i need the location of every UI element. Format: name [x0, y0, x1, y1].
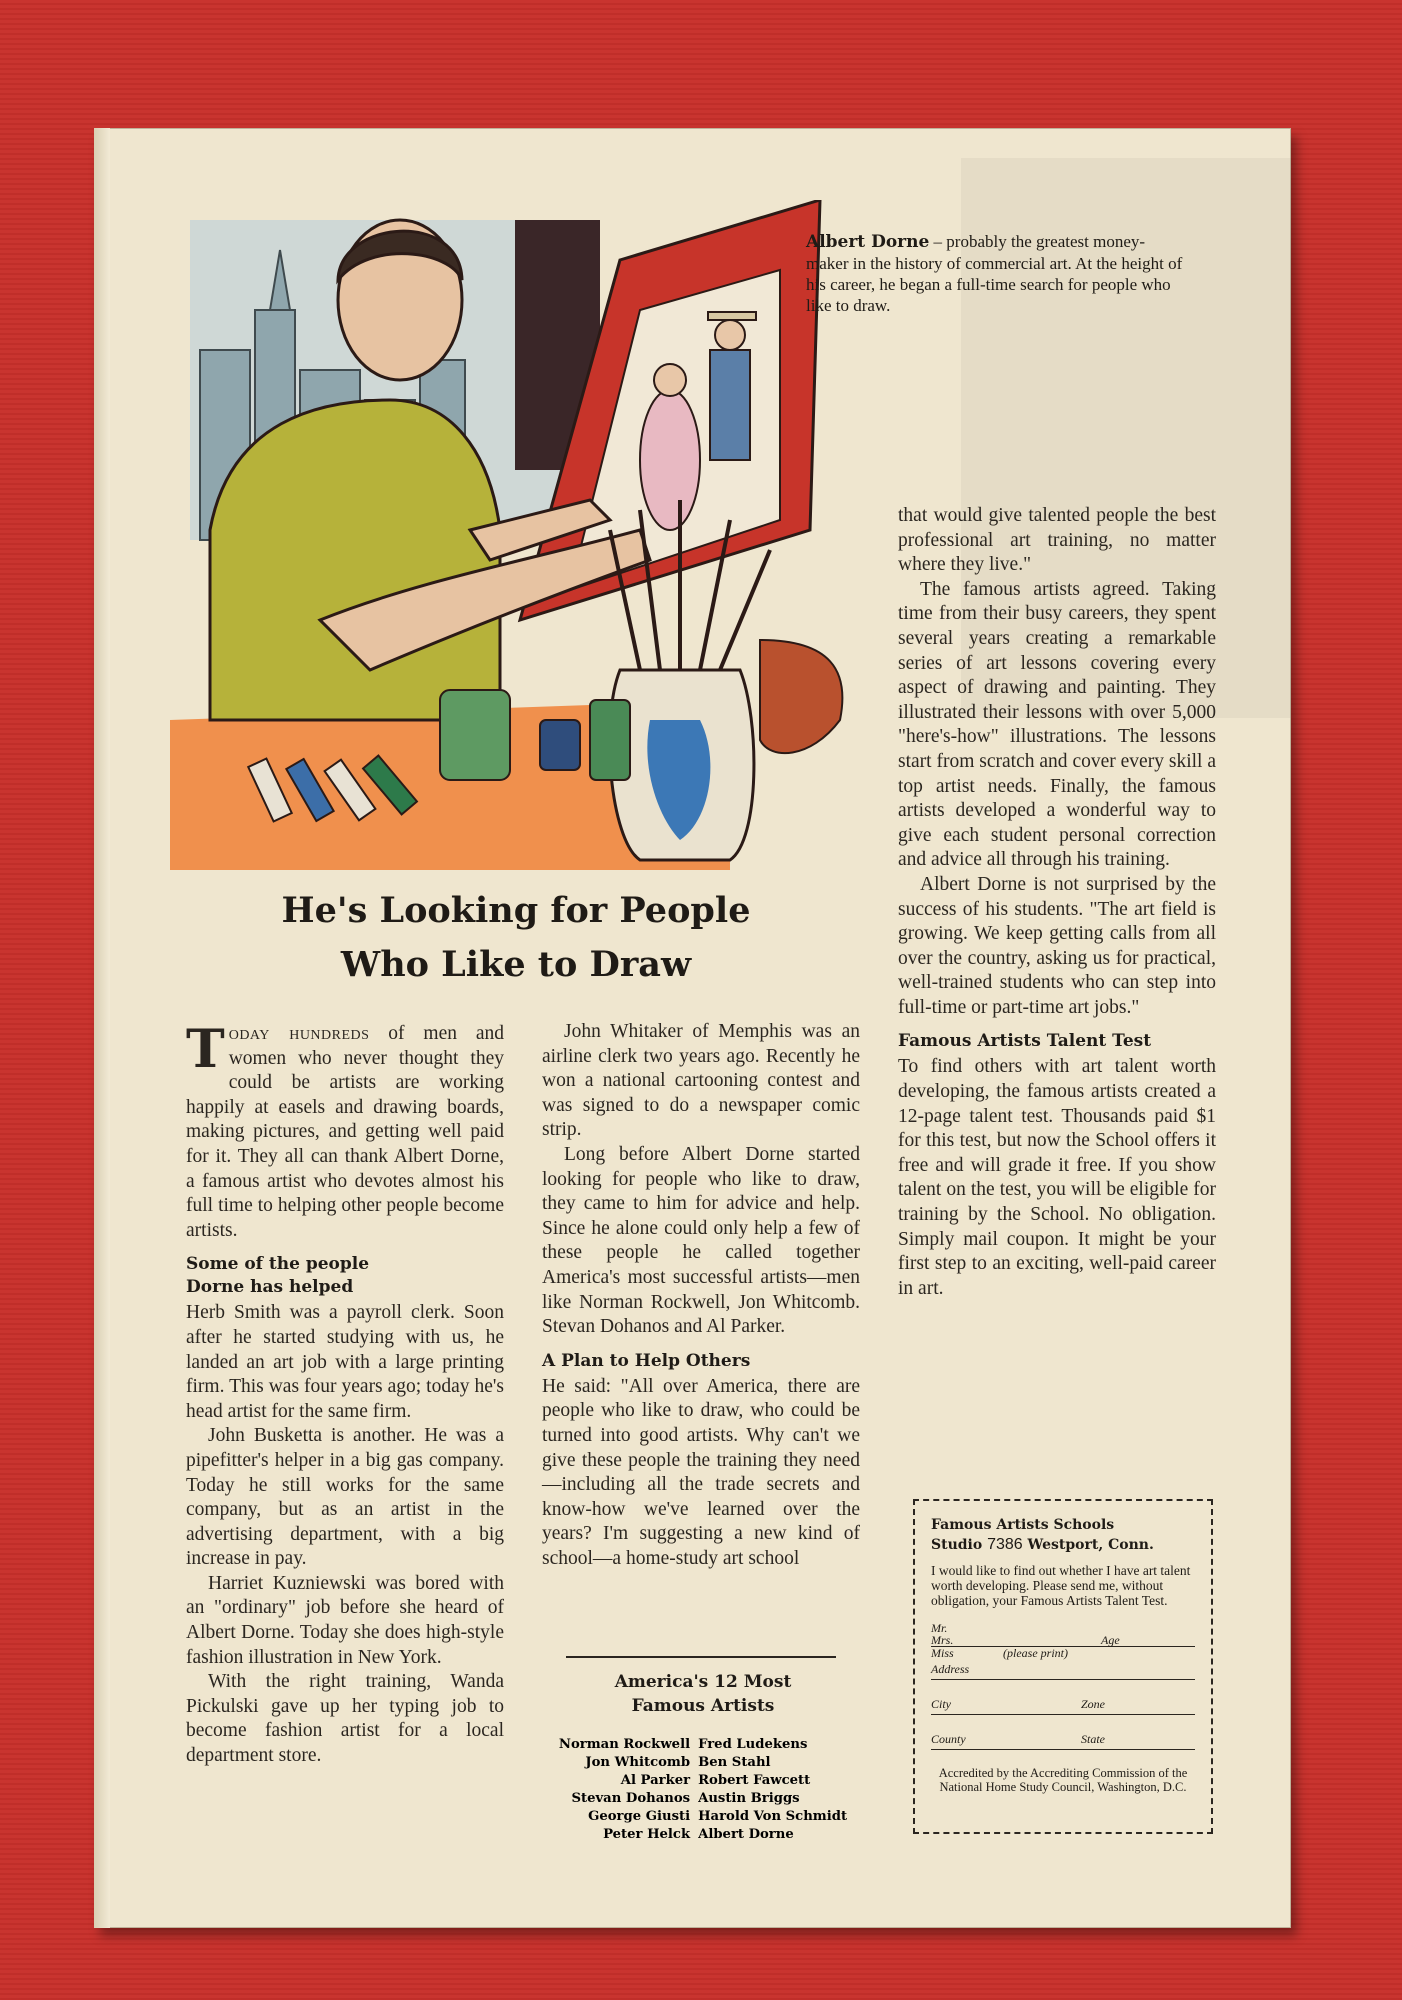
col2-paragraph-2: Long before Albert Dorne started looking for people who like to draw, they came to him for advice and help. Since he alone could only help a few of these people he called together America's most successful artists—men like Norman Rockwell, Jon Whitcomb. Stevan Dohanos and Al Parker. — [542, 1143, 860, 1338]
mail-coupon[interactable] — [913, 1499, 1213, 1834]
artist-name: Austin Briggs — [698, 1791, 800, 1806]
column-2 — [542, 1020, 860, 1571]
caption-name: Albert Dorne — [806, 232, 930, 252]
col2-paragraph-1: John Whitaker of Memphis was an airline clerk two years ago. Recently he won a national cartooning contest and was signed to do a newspaper comic strip. — [542, 1021, 860, 1141]
artist-row — [555, 1772, 851, 1790]
artist-name: Albert Dorne — [698, 1827, 794, 1842]
studio-number: 7386 — [987, 1536, 1023, 1553]
dropcap: T — [186, 1019, 225, 1080]
albert-dorne-illustration — [170, 200, 860, 880]
artist-name: Al Parker — [620, 1773, 691, 1788]
artist-row — [555, 1736, 851, 1754]
col1-paragraph-1 — [186, 1019, 504, 1243]
col2-paragraph-3: He said: "All over America, there are people who like to draw, who could be turned into good artists. Why can't we give these people the training they need—including all the trade secrets and know-how we've learned over the years? I'm suggesting a new kind of school—a home-study art school — [542, 1375, 860, 1569]
subhead-talent-test: Famous Artists Talent Test — [898, 1031, 1152, 1052]
subhead-dorne-helped — [186, 1253, 504, 1299]
coupon-name-field[interactable]: Mr. Mrs. Age Miss (please print) — [931, 1622, 1195, 1659]
subhead-plan: A Plan to Help Others — [542, 1350, 751, 1371]
col1-paragraph-3: John Busketta is another. He was a pipefitter's helper in a big gas company. Today he still works for the same company, but as an artist in the advertising department, with a big increase in pay. — [186, 1425, 504, 1570]
artist-row — [555, 1808, 851, 1826]
artist-name: Robert Fawcett — [698, 1773, 811, 1788]
artist-name: George Giusti — [588, 1809, 691, 1824]
illustration-caption — [806, 231, 1186, 316]
artists-title-line2: Famous Artists — [631, 1696, 775, 1716]
col3-paragraph-1: that would give talented people the best professional art training, no matter where they live." — [898, 505, 1216, 576]
col1-paragraph-2: Herb Smith was a payroll clerk. Soon after he started studying with us, he landed an art job with a large printing firm. This was four years ago; today he's head artist for the same firm. — [186, 1302, 504, 1422]
artist-row — [555, 1826, 851, 1844]
coupon-studio: Studio 7386 Westport, Conn. — [931, 1536, 1154, 1553]
coupon-accreditation: Accredited by the Accrediting Commission of the National Home Study Council, Washington, D.C. — [938, 1766, 1188, 1794]
col3-paragraph-3: Albert Dorne is not surprised by the success of his students. "The art field is growing. We keep getting calls from all over the country, asking us for practical, well-trained students who can step into full-time or part-time art jobs." — [898, 873, 1216, 1018]
coupon-school: Famous Artists Schools — [931, 1517, 1115, 1533]
artist-name: Stevan Dohanos — [571, 1791, 691, 1806]
subhead-line1: Some of the people — [186, 1254, 370, 1275]
column-1 — [186, 1019, 504, 1769]
col1-p1-rest: of men and women who never thought they could be artists are working happily at easels and drawing boards, making pictures, and getting well paid for it. They all can thank Albert Dorne, a famous artist who devotes almost his full time to helping other people become artists. — [186, 1023, 504, 1241]
subhead-line2: Dorne has helped — [186, 1277, 354, 1298]
col3-paragraph-4: To find others with art talent worth developing, the famous artists created a 12-page talent test. Thousands paid $1 for this test, but now the School offers it free and will grade it free. If you show talent on the test, you will be eligible for training by the School. No obligation. Simply mail coupon. It might be your first step to an exciting, well-paid career in art. — [898, 1056, 1216, 1299]
headline-line1: He's Looking for People — [281, 890, 751, 931]
col1-paragraph-4: Harriet Kuzniewski was bored with an "ordinary" job before she heard of Albert Dorne. Today she does high-style fashion illustration in New York. — [186, 1572, 504, 1668]
artists-title-line1: America's 12 Most — [614, 1672, 792, 1692]
artist-name: Fred Ludekens — [698, 1737, 808, 1752]
artist-row — [555, 1790, 851, 1808]
headline — [186, 884, 846, 992]
artist-name: Norman Rockwell — [558, 1737, 691, 1752]
artists-table — [555, 1736, 851, 1844]
famous-artists-list — [538, 1670, 868, 1844]
coupon-body: I would like to find out whether I have art talent worth developing. Please send me, without obligation, your Famous Artists Talent Test. — [931, 1563, 1191, 1608]
artist-row — [555, 1754, 851, 1772]
page-spine-edge — [94, 128, 110, 1928]
coupon-city-zone-field[interactable]: City Zone — [931, 1696, 1195, 1715]
coupon-address-field[interactable]: Address — [931, 1661, 1195, 1680]
artist-name: Ben Stahl — [698, 1755, 771, 1770]
lead-smallcaps: oday hundreds — [228, 1023, 370, 1044]
artist-name: Peter Helck — [603, 1827, 691, 1842]
artist-name: Jon Whitcomb — [585, 1755, 691, 1770]
col1-paragraph-5: With the right training, Wanda Pickulski gave up her typing job to become fashion artist for a local department store. — [186, 1671, 504, 1767]
artist-name: Harold Von Schmidt — [698, 1809, 848, 1824]
column-3 — [898, 504, 1216, 1301]
caption-text: – probably the greatest money-maker in the history of commercial art. At the height of his career, he began a full-time search for people who like to draw. — [806, 232, 1183, 315]
headline-line2: Who Like to Draw — [340, 944, 692, 985]
coupon-county-state-field[interactable]: County State — [931, 1731, 1195, 1750]
artists-divider — [566, 1656, 836, 1658]
col3-paragraph-2: The famous artists agreed. Taking time from their busy careers, they spent several years creating a remarkable series of art lessons covering every aspect of drawing and painting. They illustrated their lessons with over 5,000 "here's-how" illustrations. The lessons start from scratch and cover every skill a top artist needs. Finally, the famous artists developed a wonderful way to give each student personal correction and advice all through his training. — [898, 578, 1216, 871]
